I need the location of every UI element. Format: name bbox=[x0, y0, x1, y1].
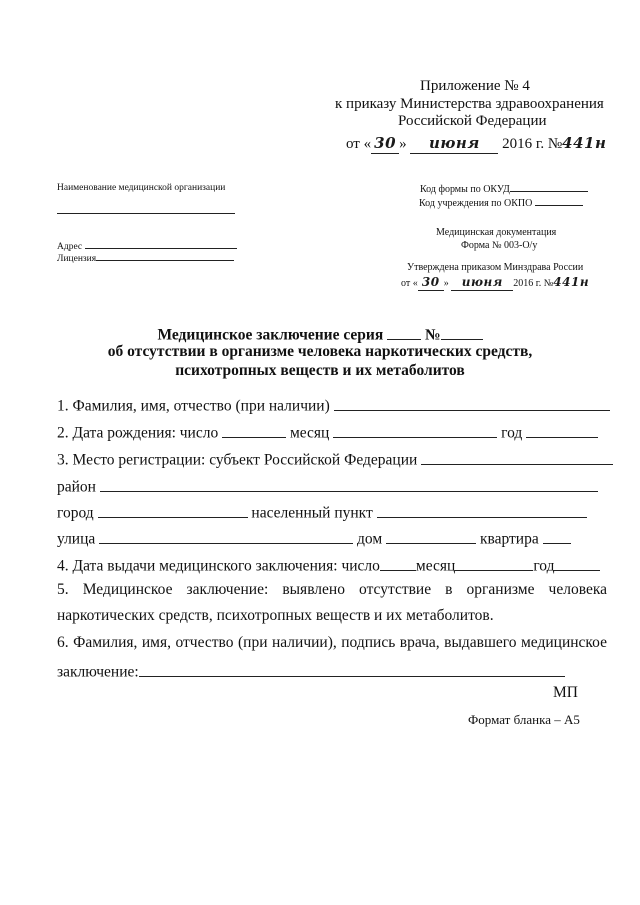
appendix-date-mid: » bbox=[399, 136, 407, 152]
appendix-date-day: 30 bbox=[374, 134, 397, 152]
conclusion-line-1: 5. Медицинское заключение: выявлено отсутствие в организме человека bbox=[57, 581, 607, 598]
appendix-order-number: 441н bbox=[562, 134, 607, 152]
okpo-row bbox=[419, 196, 583, 210]
title-series-label: Медицинское заключение серия bbox=[157, 326, 384, 344]
approved-date-prefix: от « bbox=[401, 278, 418, 289]
settlement-label: населенный пункт bbox=[251, 504, 373, 522]
house-label: дом bbox=[357, 530, 383, 548]
appendix-date-prefix: от « bbox=[346, 136, 372, 152]
birth-month-label: месяц bbox=[289, 424, 330, 442]
registration-row bbox=[57, 448, 613, 470]
issue-month-field[interactable] bbox=[455, 554, 533, 571]
okud-label: Код формы по ОКУД bbox=[420, 184, 510, 195]
stamp-label: МП bbox=[553, 684, 578, 701]
approved-date-row bbox=[401, 276, 589, 291]
full-name-row bbox=[57, 394, 610, 416]
appendix-date-year: 2016 г. № bbox=[502, 136, 563, 152]
form-label: Форма № 003-О/у bbox=[461, 240, 538, 251]
city-label: город bbox=[57, 504, 94, 522]
appendix-line-2: к приказу Министерства здравоохранения bbox=[335, 96, 604, 112]
issue-year-field[interactable] bbox=[554, 554, 600, 571]
house-field[interactable] bbox=[386, 527, 476, 544]
doctor-line-2 bbox=[57, 660, 565, 682]
district-field[interactable] bbox=[100, 475, 598, 492]
district-row bbox=[57, 475, 598, 497]
issue-month-label: месяц bbox=[415, 557, 456, 575]
issue-year-label: год bbox=[533, 557, 555, 575]
approved-order-number: 441н bbox=[553, 275, 590, 289]
birth-day-field[interactable] bbox=[222, 421, 286, 438]
address-label: Адрес bbox=[57, 242, 83, 252]
doctor-signature-field[interactable] bbox=[139, 660, 565, 677]
city-row bbox=[57, 501, 587, 523]
street-row bbox=[57, 527, 571, 549]
birth-date-row bbox=[57, 421, 598, 443]
city-field[interactable] bbox=[98, 501, 248, 518]
approved-date-mid: » bbox=[443, 278, 449, 289]
format-label: Формат бланка – А5 bbox=[468, 712, 580, 727]
doctor-line-1: 6. Фамилия, имя, отчество (при наличии), подпись врача, выдавшего медицинское bbox=[57, 634, 607, 651]
issue-date-label: 4. Дата выдачи медицинского заключения: число bbox=[57, 557, 380, 575]
appendix-line-1: Приложение № 4 bbox=[420, 78, 530, 94]
full-name-field[interactable] bbox=[334, 394, 610, 411]
full-name-label: 1. Фамилия, имя, отчество (при наличии) bbox=[57, 397, 330, 415]
okpo-label: Код учреждения по ОКПО bbox=[419, 198, 533, 209]
registration-label: 3. Место регистрации: субъект Российской Федерации bbox=[57, 451, 418, 469]
doctor-label: заключение: bbox=[57, 663, 139, 681]
title-line-3: психотропных веществ и их метаболитов bbox=[175, 362, 465, 379]
birth-year-label: год bbox=[501, 424, 523, 442]
appendix-line-3: Российской Федерации bbox=[398, 113, 547, 129]
appendix-date-line bbox=[346, 134, 606, 154]
appendix-date-month: июня bbox=[428, 134, 480, 152]
issue-day-field[interactable] bbox=[380, 554, 416, 571]
org-name-label: Наименование медицинской организации bbox=[57, 183, 226, 193]
birth-date-label: 2. Дата рождения: число bbox=[57, 424, 219, 442]
license-row bbox=[57, 252, 234, 265]
street-field[interactable] bbox=[99, 527, 353, 544]
registration-region-field[interactable] bbox=[421, 448, 613, 465]
approved-date-month: июня bbox=[461, 275, 503, 289]
okud-row bbox=[420, 182, 588, 196]
org-name-line bbox=[57, 213, 235, 214]
approved-label: Утверждена приказом Минздрава России bbox=[407, 262, 584, 273]
title-number-label: № bbox=[424, 326, 441, 344]
district-label: район bbox=[57, 478, 96, 496]
settlement-field[interactable] bbox=[377, 501, 587, 518]
title-line-2: об отсутствии в организме человека наркотических средств, bbox=[107, 343, 533, 360]
conclusion-line-2: наркотических средств, психотропных веществ и их метаболитов. bbox=[57, 607, 494, 624]
birth-month-field[interactable] bbox=[333, 421, 497, 438]
approved-date-year: 2016 г. № bbox=[513, 278, 554, 289]
apartment-field[interactable] bbox=[543, 527, 571, 544]
apartment-label: квартира bbox=[479, 530, 539, 548]
med-doc-label: Медицинская документация bbox=[436, 227, 557, 238]
issue-date-row bbox=[57, 554, 600, 576]
birth-year-field[interactable] bbox=[526, 421, 598, 438]
approved-date-day: 30 bbox=[421, 275, 440, 289]
license-label: Лицензия bbox=[57, 254, 97, 264]
street-label: улица bbox=[57, 530, 96, 548]
